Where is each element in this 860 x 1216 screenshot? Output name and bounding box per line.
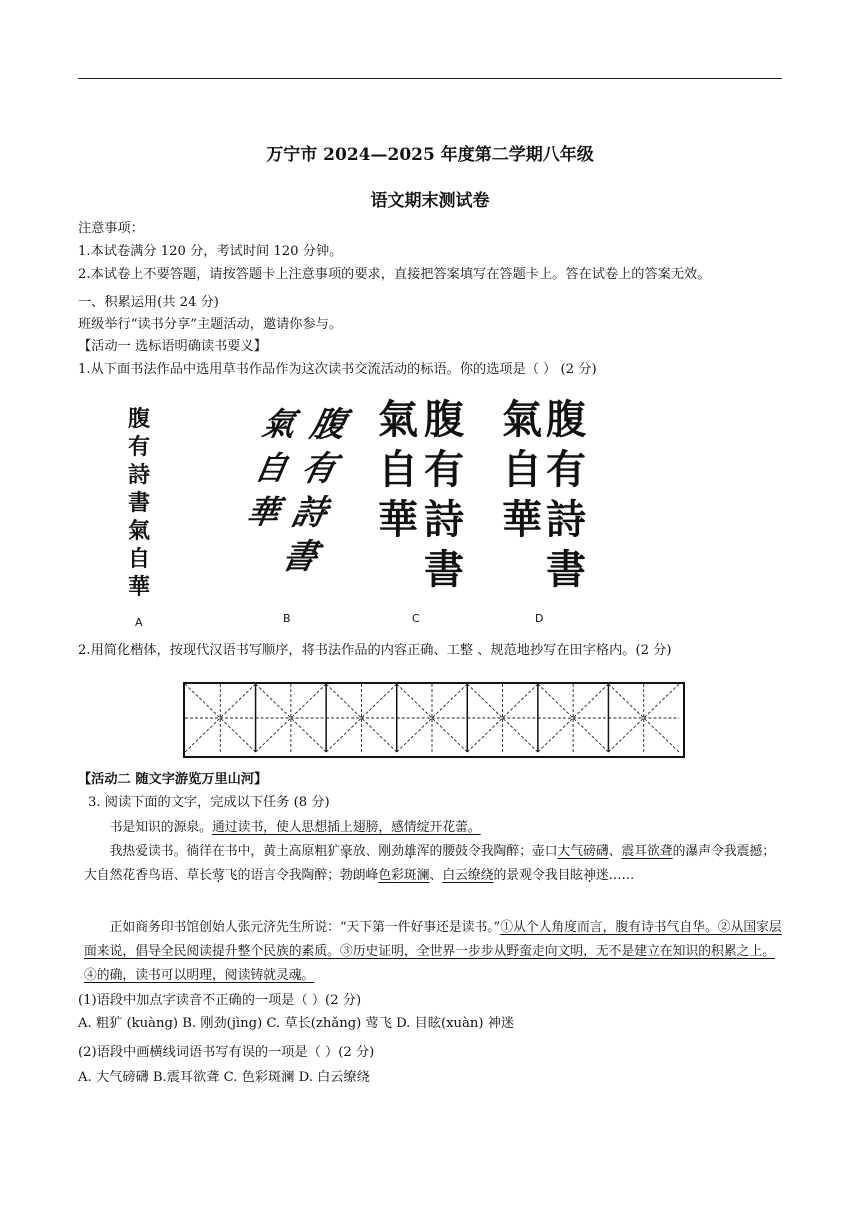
calligraphy-char: 自 bbox=[378, 446, 418, 493]
calligraphy-char: 有 bbox=[297, 449, 340, 489]
notice-item-2: 2.本试卷上不要答题，请按答题卡上注意事项的要求，直接把答案填写在答题卡上。答在试卷上的答案无效。 bbox=[78, 267, 711, 282]
exam-title-line2: 语文期末测试卷 bbox=[370, 191, 490, 211]
sub-question-2: (2)语段中画横线词语书写有误的一项是（ ）(2 分) bbox=[78, 1045, 375, 1060]
calligraphy-char: 腹 bbox=[424, 396, 464, 443]
notice-item-1: 1.本试卷满分 120 分，考试时间 120 分钟。 bbox=[78, 244, 343, 259]
passage-paragraph-2: 我热爱读书。徜徉在书中，黄土高原粗犷豪放、刚劲雄浑的腰鼓令我陶醉；壶口大气磅礴、震耳欲聋的瀑声令我震撼；大自然花香鸟语、草长莺飞的语言令我陶醉；勃朗峰色彩斑澜、白云缭绕的景观令我目眩神迷…… bbox=[84, 844, 776, 883]
calligraphy-d bbox=[502, 396, 592, 605]
calligraphy-c bbox=[378, 396, 468, 605]
calligraphy-char: 華 bbox=[502, 496, 542, 543]
calligraphy-char: 氣 bbox=[378, 396, 418, 443]
calligraphy-char: 華 bbox=[378, 496, 418, 543]
calligraphy-char: 詩 bbox=[424, 496, 464, 543]
calligraphy-char: 氣 bbox=[502, 396, 542, 443]
question-1: 1.从下面书法作品中选用草书作品作为这次读书交流活动的标语。你的选项是（ ） (2 分) bbox=[78, 362, 597, 377]
calligraphy-char: 書 bbox=[278, 537, 322, 577]
tianzige-lines bbox=[185, 684, 683, 756]
calligraphy-char: 腹 bbox=[128, 406, 151, 432]
sub-question-1-options: A. 粗犷 (kuàng) B. 刚劲(jìng) C. 草长(zhǎng) 莺飞 D. 目眩(xuàn) 神迷 bbox=[78, 1016, 515, 1031]
calligraphy-char: 自 bbox=[502, 446, 542, 493]
calligraphy-char: 詩 bbox=[128, 462, 151, 488]
option-label-d: D bbox=[535, 612, 544, 625]
sub-question-1: (1)语段中加点字读音不正确的一项是（ ）(2 分) bbox=[78, 993, 362, 1008]
calligraphy-char: 書 bbox=[128, 490, 151, 516]
header-rule bbox=[78, 78, 782, 79]
calligraphy-char: 書 bbox=[424, 546, 464, 593]
question-3: 3. 阅读下面的文字，完成以下任务 (8 分) bbox=[88, 795, 330, 810]
calligraphy-char: 自 bbox=[128, 546, 151, 572]
option-label-b: B bbox=[283, 612, 291, 625]
sub-question-2-options: A. 大气磅礴 B.震耳欲聋 C. 色彩斑澜 D. 白云缭绕 bbox=[78, 1070, 370, 1085]
exam-title-line1: 万宁市 2024—2025 年度第二学期八年级 bbox=[266, 145, 594, 165]
calligraphy-char: 腹 bbox=[546, 396, 586, 443]
notice-heading: 注意事项： bbox=[78, 221, 144, 236]
section-heading: 一、积累运用(共 24 分) bbox=[78, 295, 219, 310]
activity2-heading: 【活动二 随文字游览万里山河】 bbox=[78, 772, 268, 787]
tianzige-grid[interactable] bbox=[183, 682, 685, 758]
calligraphy-a bbox=[128, 408, 158, 613]
section-intro: 班级举行“读书分享”主题活动，邀请你参与。 bbox=[78, 317, 343, 332]
calligraphy-char: 有 bbox=[128, 434, 151, 460]
calligraphy-char: 華 bbox=[128, 574, 151, 600]
calligraphy-char: 氣 bbox=[128, 518, 151, 544]
calligraphy-char: 有 bbox=[424, 446, 464, 493]
calligraphy-char: 有 bbox=[546, 446, 586, 493]
calligraphy-char: 詩 bbox=[288, 493, 331, 533]
calligraphy-char: 書 bbox=[546, 546, 586, 593]
passage-paragraph-1: 书是知识的源泉。通过读书，使人思想插上翅膀，感情绽开花蕾。 bbox=[109, 820, 481, 835]
calligraphy-char: 自 bbox=[251, 449, 291, 487]
calligraphy-char: 氣 bbox=[259, 405, 299, 443]
option-label-c: C bbox=[412, 612, 420, 625]
option-label-a: A bbox=[135, 616, 143, 629]
calligraphy-char: 腹 bbox=[306, 405, 350, 445]
calligraphy-char: 詩 bbox=[546, 496, 586, 543]
passage-paragraph-3: 正如商务印书馆创始人张元济先生所说：“天下第一件好事还是读书。”①从个人角度而言，腹有诗书气自华。②从国家层面来说，倡导全民阅读提升整个民族的素质。③历史证明，全世界一步步从野蛮走向文明，无不是建立在知识的积累之上。④的确，读书可以明理，阅读铸就灵魂。 bbox=[84, 920, 782, 983]
calligraphy-char: 華 bbox=[243, 493, 283, 531]
calligraphy-b bbox=[243, 405, 350, 608]
activity1-heading: 【活动一 选标语明确读书要义】 bbox=[78, 339, 267, 354]
question-2: 2.用简化楷体，按现代汉语书写顺序，将书法作品的内容正确、工整 、规范地抄写在田字格内。(2 分) bbox=[78, 643, 672, 658]
